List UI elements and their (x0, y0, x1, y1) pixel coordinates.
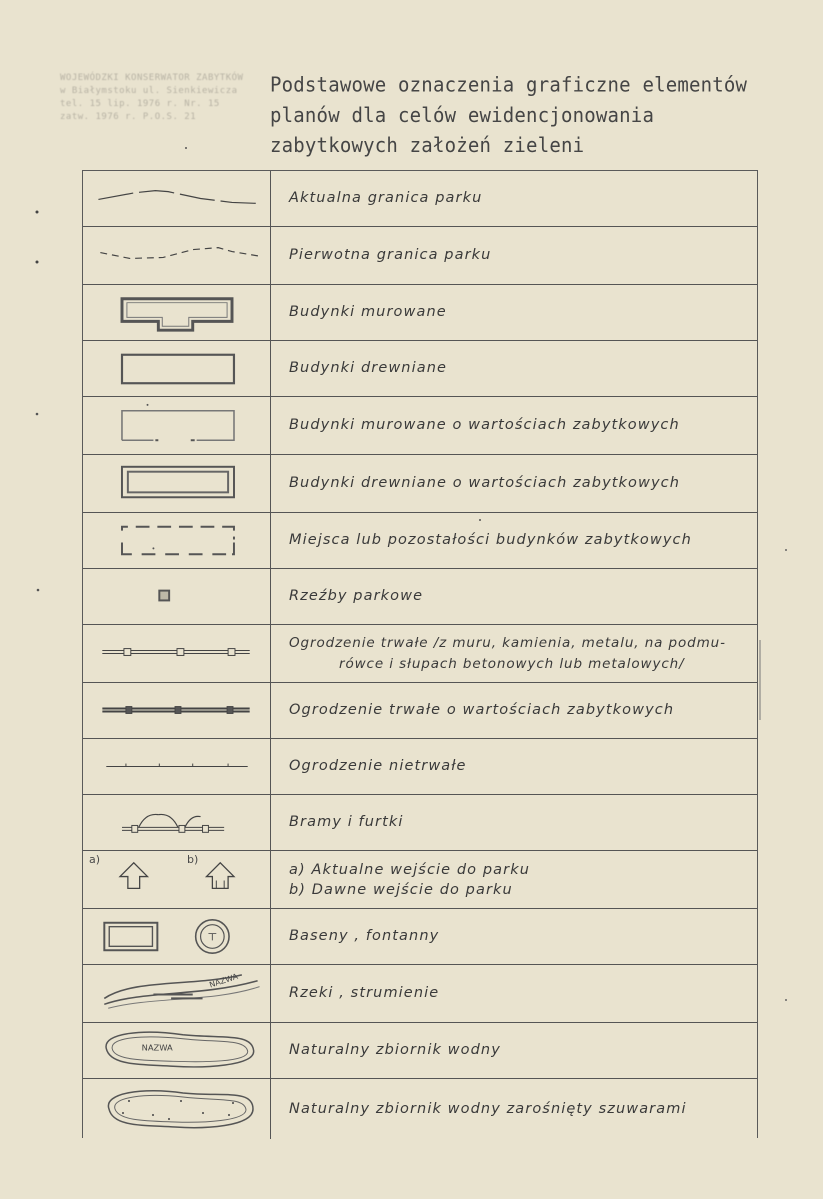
official-stamp (60, 72, 265, 124)
title-line-1: Podstawowe oznaczenia graficzne elementów (270, 73, 748, 97)
legend-row (83, 739, 757, 795)
page-title (270, 70, 747, 161)
legend-table (82, 170, 758, 1138)
legend-label: Rzeki , strumienie (289, 985, 440, 1001)
legend-row (83, 683, 757, 739)
legend-label: Budynki murowane o wartościach zabytkowych (289, 417, 680, 433)
legend-row (83, 569, 757, 625)
legend-label: Rzeźby parkowe (289, 588, 424, 604)
water-body-name-label: NAZWA (141, 1042, 173, 1053)
historic-building-remains-icon (83, 513, 271, 568)
legend-row (83, 513, 757, 569)
legend-row (83, 851, 757, 909)
temporary-fence-icon (83, 739, 271, 794)
legend-label: a) Aktualne wejście do parku b) Dawne wejście do parku (289, 861, 530, 898)
legend-label: Pierwotna granica parku (289, 247, 492, 263)
legend-row (83, 285, 757, 341)
stamp-line: tel. 15 lip. 1976 r. Nr. 15 (60, 99, 220, 109)
stamp-line: zatw. 1976 r. P.O.S. 21 (60, 112, 197, 122)
permanent-fence-icon (83, 625, 271, 682)
stamp-line: w Białymstoku ul. Sienkiewicza (60, 86, 238, 96)
wooden-building-icon (83, 341, 271, 396)
legend-label: Budynki drewniane o wartościach zabytkowych (289, 475, 681, 491)
legend-label: Baseny , fontanny (289, 928, 440, 944)
legend-row (83, 1023, 757, 1079)
original-park-boundary-icon (83, 227, 271, 284)
legend-row (83, 227, 757, 285)
legend-label: Budynki murowane (289, 304, 447, 320)
sub-label-a: a) (89, 853, 101, 866)
river-name-label: NAZWA (208, 971, 239, 990)
legend-row (83, 341, 757, 397)
stamp-line: WOJEWÓDZKI KONSERWATOR ZABYTKÓW (60, 73, 244, 83)
legend-label: Naturalny zbiornik wodny zarośnięty szuwarami (289, 1100, 687, 1117)
legend-row (83, 965, 757, 1023)
legend-label: Miejsca lub pozostałości budynków zabytkowych (289, 532, 692, 548)
masonry-building-icon (83, 285, 271, 340)
current-park-boundary-icon (83, 171, 271, 226)
legend-row (83, 625, 757, 683)
legend-label: Ogrodzenie trwałe /z muru, kamienia, metalu, na podmu- rówce i słupach betonowych lub metalowych/ (289, 634, 726, 672)
legend-row (83, 397, 757, 455)
legend-label: Budynki drewniane (289, 360, 448, 376)
legend-label: Bramy i furtki (289, 814, 404, 830)
overgrown-water-body-icon (83, 1079, 271, 1139)
legend-row (83, 909, 757, 965)
title-line-2: planów dla celów ewidencjonowania (270, 103, 655, 128)
legend-label: Aktualna granica parku (289, 190, 483, 206)
park-sculpture-icon (83, 569, 271, 624)
legend-row (83, 1079, 757, 1139)
legend-row (83, 795, 757, 851)
legend-label: Ogrodzenie nietrwałe (289, 758, 467, 774)
sub-label-b: b) (187, 853, 199, 866)
legend-label: Ogrodzenie trwałe o wartościach zabytkowych (289, 702, 675, 718)
legend-label: Naturalny zbiornik wodny (289, 1042, 501, 1058)
legend-row (83, 171, 757, 227)
legend-row (83, 455, 757, 513)
historic-wooden-building-icon (83, 455, 271, 512)
river-icon (83, 965, 271, 1022)
historic-masonry-building-icon (83, 397, 271, 454)
gate-icon (83, 795, 271, 850)
historic-fence-icon (83, 683, 271, 738)
park-entrance-icon (83, 851, 271, 908)
title-line-3: zabytkowych założeń zieleni (270, 133, 585, 158)
pool-fountain-icon (83, 909, 271, 964)
natural-water-body-icon (83, 1023, 271, 1078)
